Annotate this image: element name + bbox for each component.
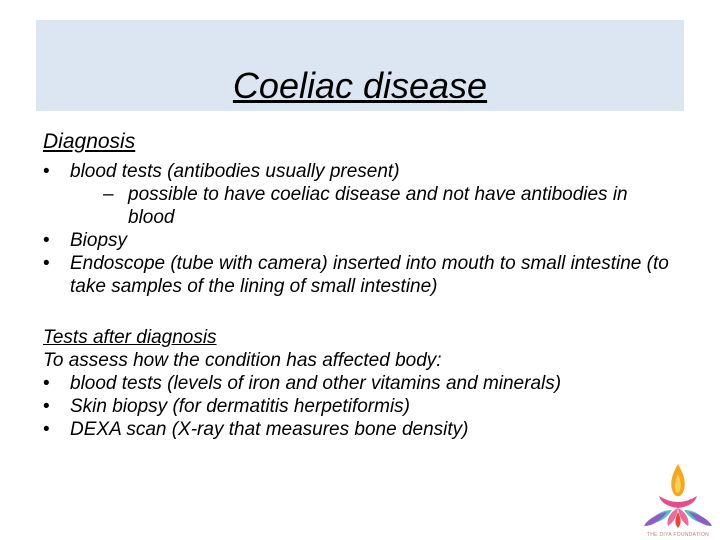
tests-after-intro: To assess how the condition has affected body: (43, 350, 442, 371)
diagnosis-list (43, 160, 688, 298)
list-item: • DEXA scan (X-ray that measures bone density) (43, 418, 688, 441)
slide-body (43, 128, 688, 441)
logo-caption: THE DIYA FOUNDATION (646, 532, 710, 538)
lotus-lamp-icon (639, 462, 717, 530)
list-item: • Endoscope (tube with camera) inserted into mouth to small intestine (to take samples of the lining of small intestine) (43, 252, 688, 298)
lotus-lamp-logo (639, 462, 717, 538)
list-item: • Skin biopsy (for dermatitis herpetiformis) (43, 395, 688, 418)
list-item: • blood tests (levels of iron and other vitamins and minerals) (43, 372, 688, 395)
list-item: • blood tests (antibodies usually present) (43, 160, 688, 183)
title-band (36, 20, 684, 111)
tests-after-list (43, 372, 688, 441)
slide-title: Coeliac disease (232, 65, 488, 106)
list-item: • Biopsy (43, 229, 688, 252)
tests-after-heading: Tests after diagnosis (43, 327, 217, 348)
diagnosis-heading: Diagnosis (43, 130, 136, 153)
sub-list-item: – possible to have coeliac disease and not have antibodies in blood (43, 183, 688, 229)
